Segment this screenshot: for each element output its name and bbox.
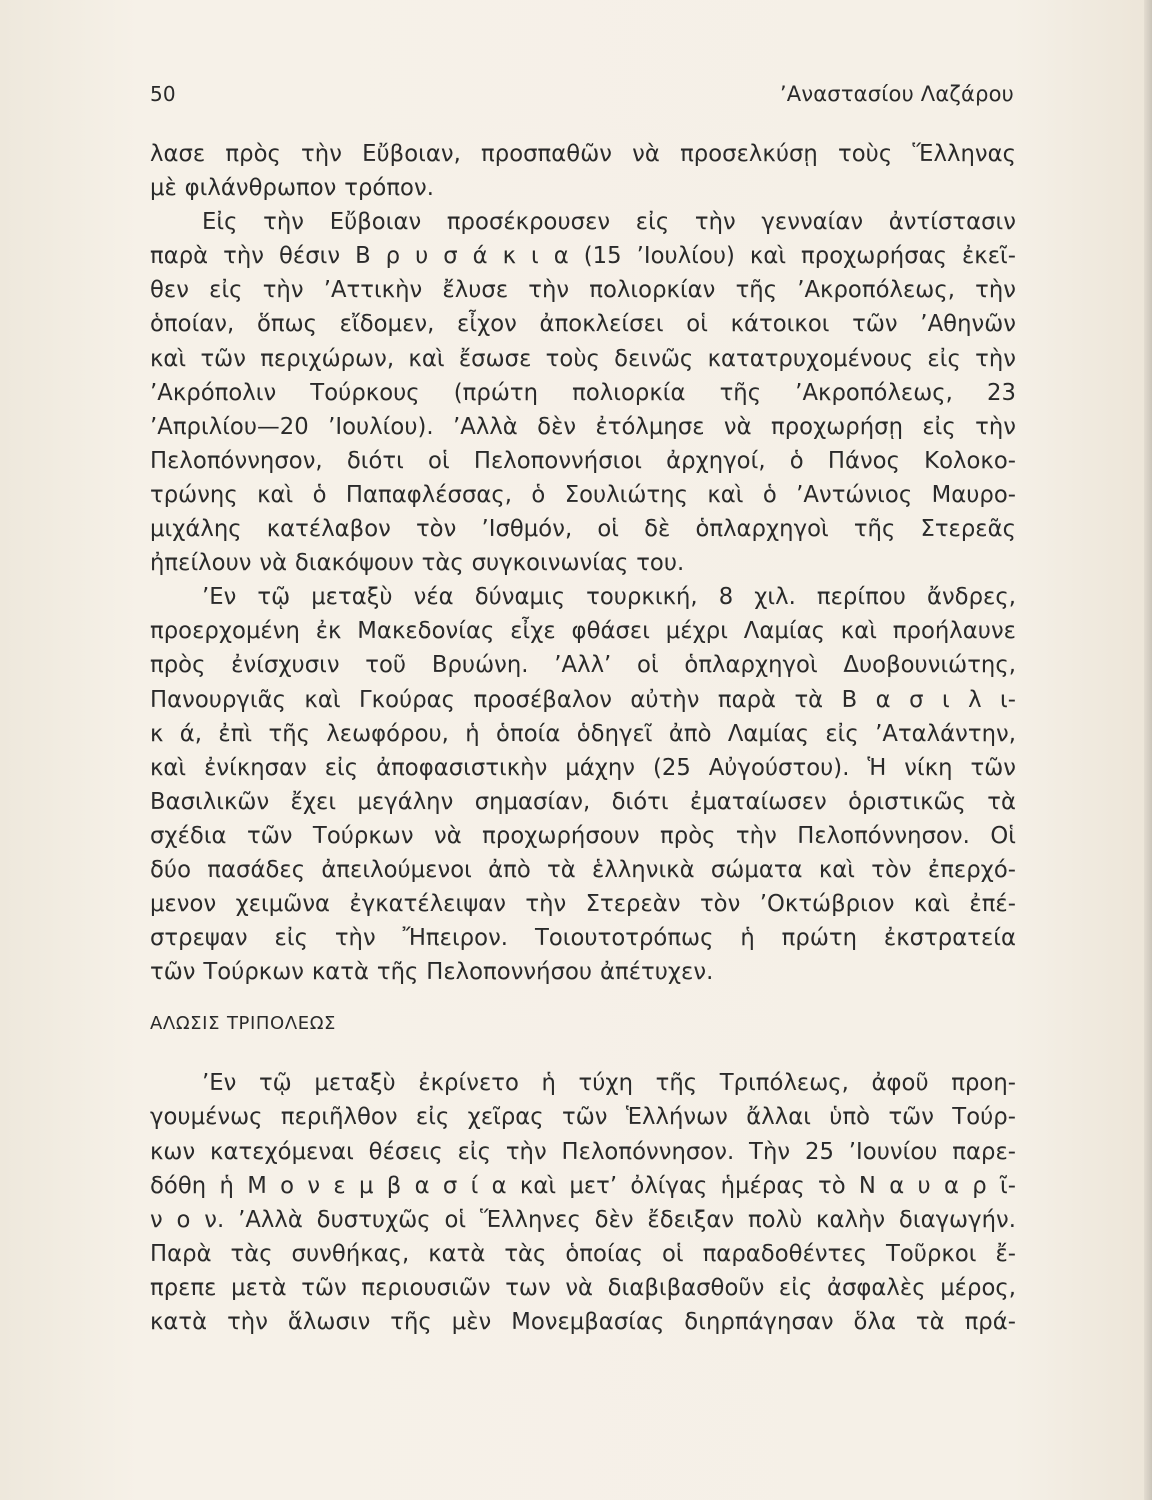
paragraph-4 <box>150 1066 1016 1339</box>
text-line: δόθη ἡ Μ ο ν ε μ β α σ ί α καὶ μετ’ ὀλίγας ἡμέρας τὸ Ν α υ α ρ ῖ- <box>150 1172 1016 1199</box>
text-line: καὶ τῶν περιχώρων, καὶ ἔσωσε τοὺς δεινῶς κατατρυχομένους εἰς τὴν <box>150 345 1016 372</box>
text-line: ’Απριλίου—20 ’Ιουλίου). ’Αλλὰ δὲν ἐτόλμησε νὰ προχωρήσῃ εἰς τὴν <box>150 413 1016 440</box>
page-spine-shadow <box>1144 0 1152 1500</box>
text-line: ν ο ν. ’Αλλὰ δυστυχῶς οἱ Ἕλληνες δὲν ἔδειξαν πολὺ καλὴν διαγωγήν. <box>150 1206 1016 1233</box>
text-line: Παρὰ τὰς συνθήκας, κατὰ τὰς ὁποίας οἱ παραδοθέντες Τοῦρκοι ἔ- <box>150 1240 1016 1267</box>
text-line: Πανουργιᾶς καὶ Γκούρας προσέβαλον αὐτὴν παρὰ τὰ Β α σ ι λ ι- <box>150 686 1016 713</box>
paragraph-3 <box>150 580 1016 989</box>
text-line: στρεψαν εἰς τὴν Ἤπειρον. Τοιουτοτρόπως ἡ πρώτη ἐκστρατεία <box>150 925 1016 952</box>
text-line: μιχάλης κατέλαβον τὸν ’Ισθμόν, οἱ δὲ ὁπλαρχηγοὶ τῆς Στερεᾶς <box>150 516 1016 543</box>
text-line: ’Εν τῷ μεταξὺ ἐκρίνετο ἡ τύχη τῆς Τριπόλεως, ἀφοῦ προη- <box>202 1070 1016 1097</box>
text-line: τρώνης καὶ ὁ Παπαφλέσσας, ὁ Σουλιώτης καὶ ὁ ’Αντώνιος Μαυρο- <box>150 481 1016 508</box>
text-line: μὲ φιλάνθρωπον τρόπον. <box>150 175 434 202</box>
text-line: παρὰ τὴν θέσιν Β ρ υ σ ά κ ι α (15 ’Ιουλίου) καὶ προχωρήσας ἐκεῖ- <box>150 243 1016 270</box>
text-line: ἠπείλουν νὰ διακόψουν τὰς συγκοινωνίας του. <box>150 550 685 577</box>
text-line: Βασιλικῶν ἔχει μεγάλην σημασίαν, διότι ἐματαίωσεν ὁριστικῶς τὰ <box>150 788 1016 815</box>
text-line: Εἰς τὴν Εὔβοιαν προσέκρουσεν εἰς τὴν γενναίαν ἀντίστασιν <box>202 209 1016 236</box>
text-line: θεν εἰς τὴν ’Αττικὴν ἔλυσε τὴν πολιορκίαν τῆς ’Ακροπόλεως, τὴν <box>150 277 1016 304</box>
text-line: ’Ακρόπολιν Τούρκους (πρώτη πολιορκία τῆς ’Ακροπόλεως, 23 <box>150 379 1016 406</box>
text-line: δύο πασάδες ἀπειλούμενοι ἀπὸ τὰ ἑλληνικὰ σώματα καὶ τὸν ἐπερχό- <box>150 856 1016 883</box>
text-line: προερχομένη ἐκ Μακεδονίας εἶχε φθάσει μέχρι Λαμίας καὶ προήλαυνε <box>150 618 1016 645</box>
text-line: σχέδια τῶν Τούρκων νὰ προχωρήσουν πρὸς τὴν Πελοπόννησον. Οἱ <box>150 822 1016 849</box>
text-line: καὶ ἐνίκησαν εἰς ἀποφασιστικὴν μάχην (25 Αὐγούστου). Ἡ νίκη τῶν <box>150 754 1016 781</box>
text-line: γουμένως περιῆλθον εἰς χεῖρας τῶν Ἑλλήνων ἄλλαι ὑπὸ τῶν Τούρ- <box>150 1104 1016 1131</box>
page-body <box>150 137 1016 1339</box>
text-line: ’Εν τῷ μεταξὺ νέα δύναμις τουρκική, 8 χιλ. περίπου ἄνδρες, <box>202 584 1016 611</box>
text-line: κατὰ τὴν ἅλωσιν τῆς μὲν Μονεμβασίας διηρπάγησαν ὅλα τὰ πρά- <box>150 1309 1016 1335</box>
page-number: 50 <box>150 82 176 106</box>
text-line: πρὸς ἐνίσχυσιν τοῦ Βρυώνη. ’Αλλ’ οἱ ὁπλαρχηγοὶ Δυοβουνιώτης, <box>150 652 1016 679</box>
text-line: πρεπε μετὰ τῶν περιουσιῶν των νὰ διαβιβασθοῦν εἰς ἀσφαλὲς μέρος, <box>150 1274 1016 1301</box>
text-line: μενον χειμῶνα ἐγκατέλειψαν τὴν Στερεὰν τὸν ’Οκτώβριον καὶ ἐπέ- <box>150 891 1016 918</box>
running-title: ’Αναστασίου Λαζάρου <box>779 82 1014 106</box>
text-line: κων κατεχόμεναι θέσεις εἰς τὴν Πελοπόννησον. Τὴν 25 ’Ιουνίου παρε- <box>150 1138 1016 1165</box>
text-line: τῶν Τούρκων κατὰ τῆς Πελοποννήσου ἀπέτυχεν. <box>150 959 714 986</box>
text-line: Πελοπόννησον, διότι οἱ Πελοποννήσιοι ἀρχηγοί, ὁ Πάνος Κολοκο- <box>150 447 1016 474</box>
text-line: κ ά, ἐπὶ τῆς λεωφόρου, ἡ ὁποία ὁδηγεῖ ἀπὸ Λαμίας εἰς ’Αταλάντην, <box>150 720 1016 747</box>
page-header <box>150 82 1016 110</box>
section-heading: ΑΛΩΣΙΣ ΤΡΙΠΟΛΕΩΣ <box>150 1013 337 1035</box>
text-line: λασε πρὸς τὴν Εὔβοιαν, προσπαθῶν νὰ προσελκύσῃ τοὺς Ἕλληνας <box>150 141 1016 167</box>
paragraph-2 <box>150 205 1016 580</box>
paragraph-1 <box>150 137 1016 205</box>
text-line: ὁποίαν, ὅπως εἴδομεν, εἶχον ἀποκλείσει οἱ κάτοικοι τῶν ’Αθηνῶν <box>150 311 1016 338</box>
